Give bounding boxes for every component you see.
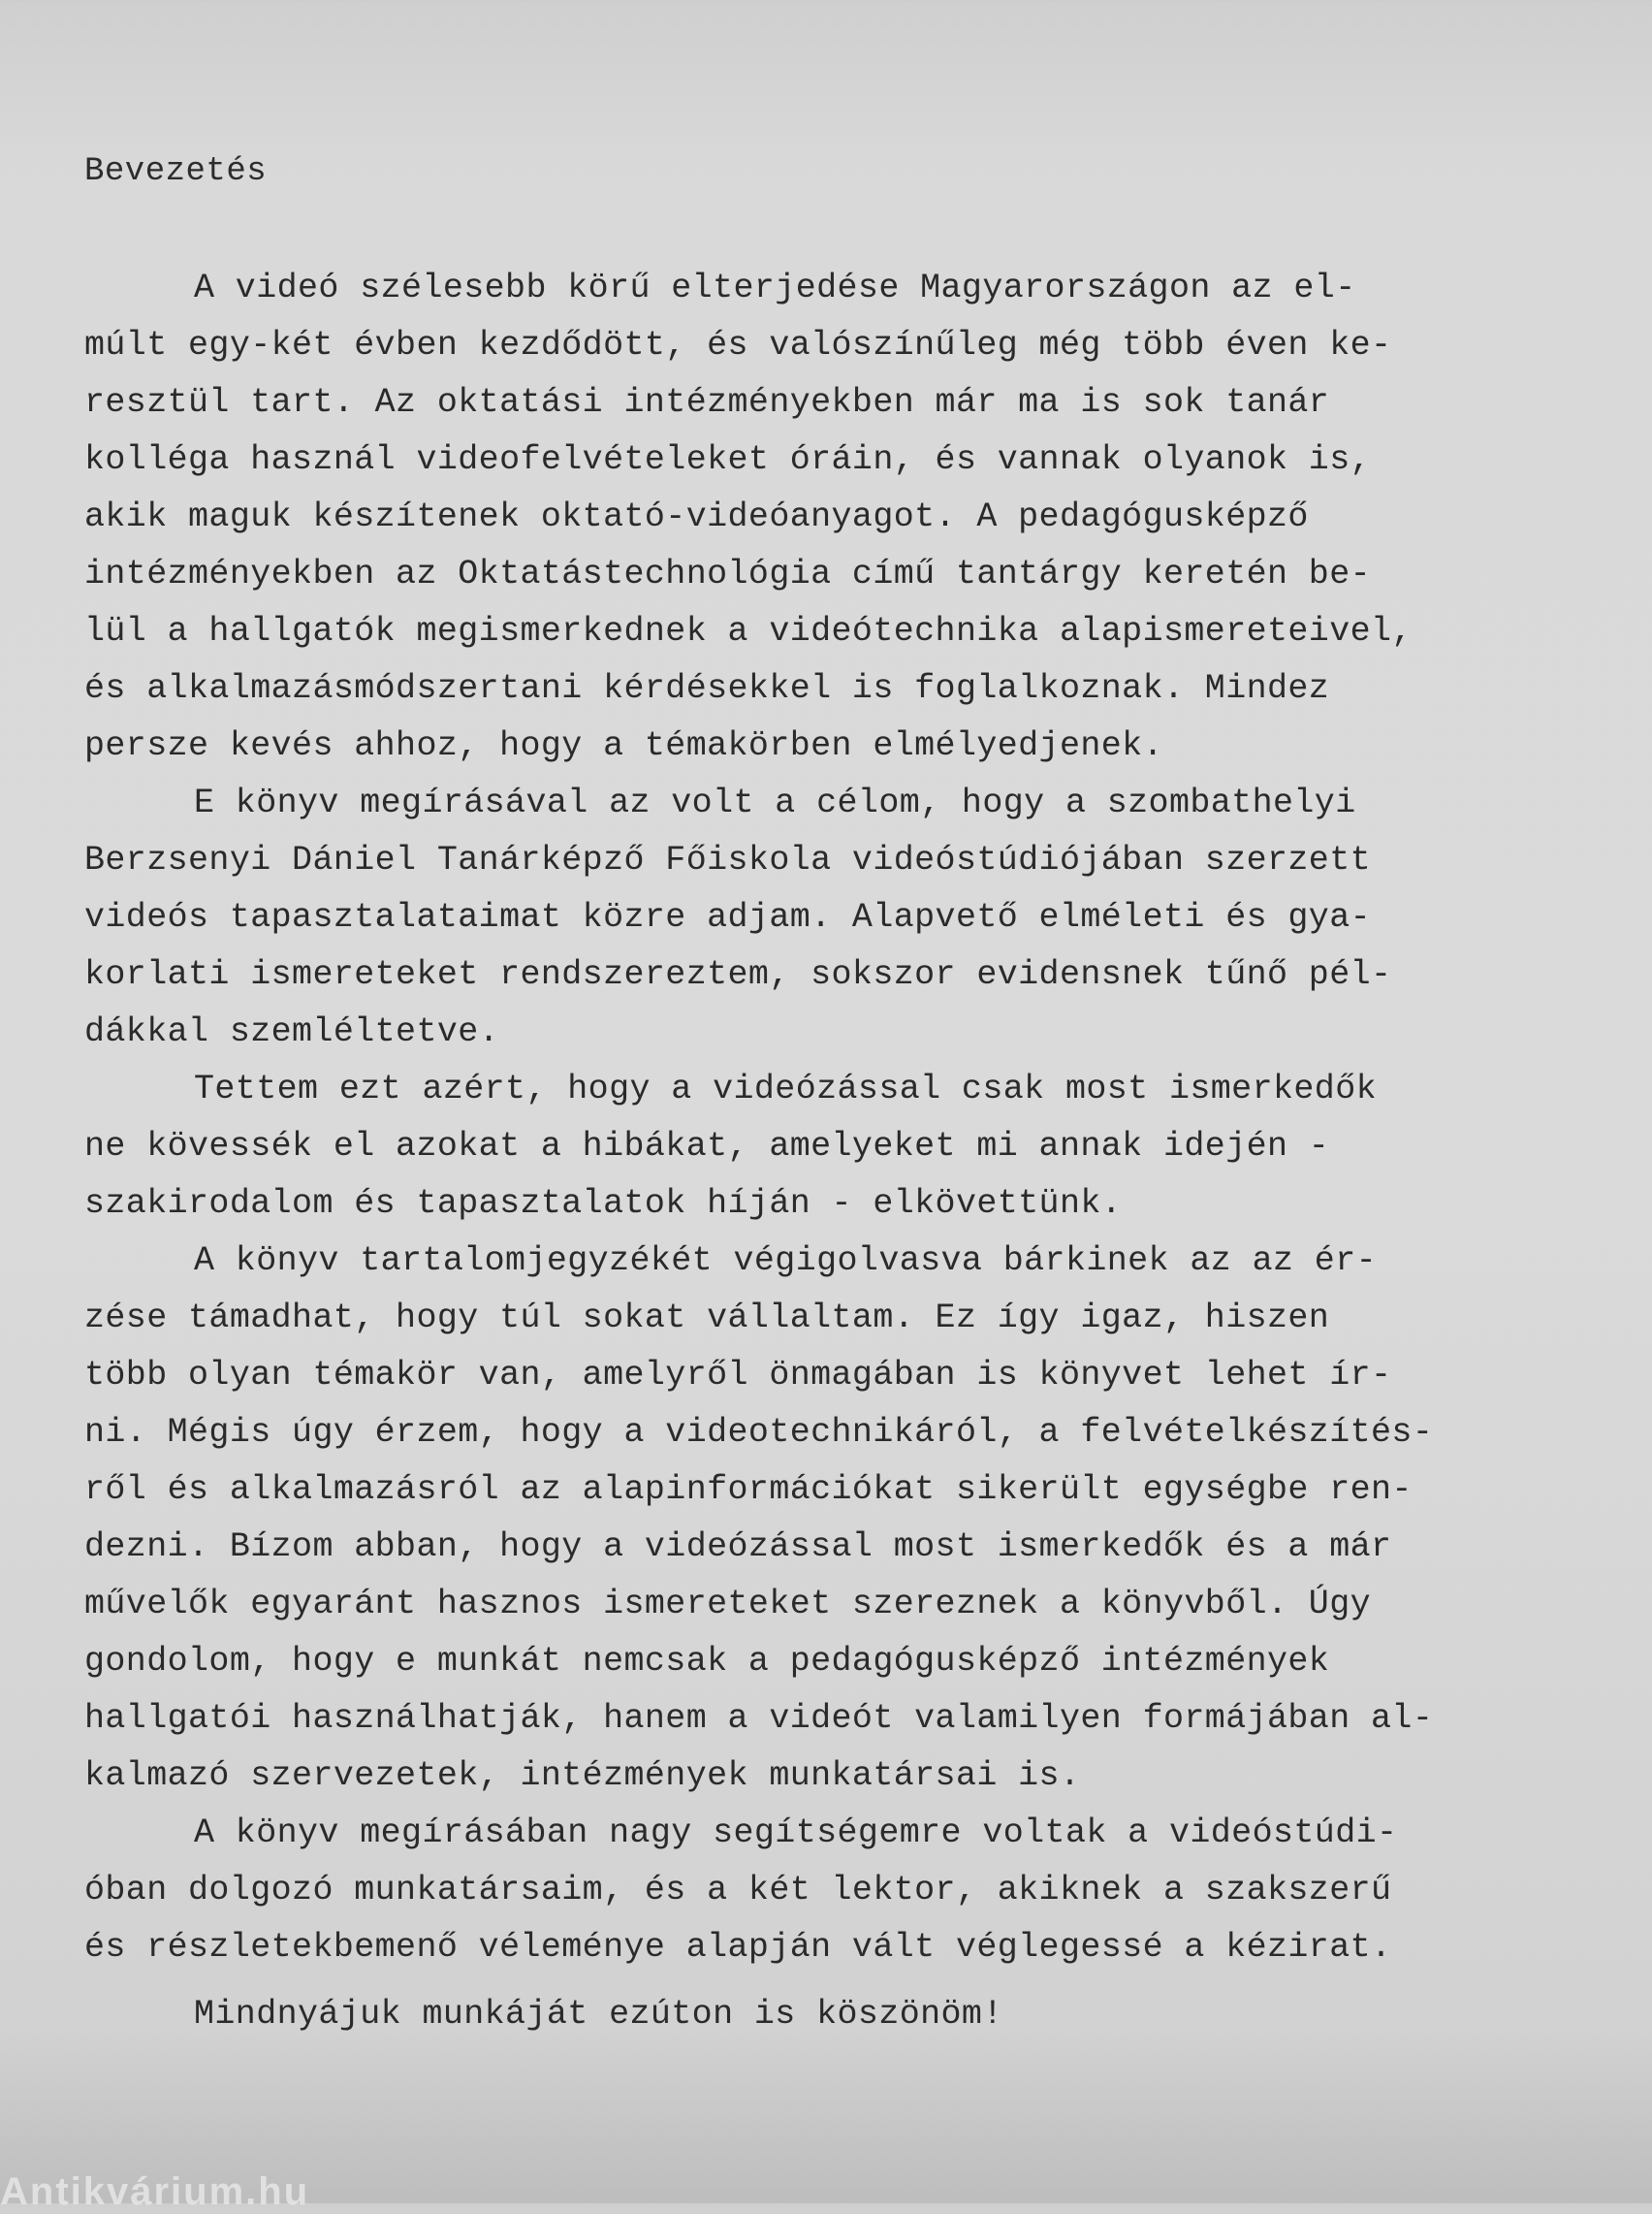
text-line: dákkal szemléltetve. [84,1012,500,1051]
text-line: korlati ismereteket rendszereztem, sokszor evidensnek tűnő pél- [84,955,1392,994]
watermark: Antikvárium.hu [0,2170,310,2213]
text-line: gondolom, hogy e munkát nemcsak a pedagógusképző intézmények [84,1642,1330,1681]
text-line: ről és alkalmazásról az alapinformációkat sikerült egységbe ren- [84,1470,1413,1509]
text-line: múlt egy-két évben kezdődött, és valószínűleg még több éven ke- [84,326,1392,365]
text-line: Tettem ezt azért, hogy a videózással csak most ismerkedők [194,1070,1377,1108]
text-line: szakirodalom és tapasztalatok híján - elkövettünk. [84,1184,1123,1223]
text-line: óban dolgozó munkatársaim, és a két lektor, akiknek a szakszerű [84,1871,1392,1909]
text-line: E könyv megírásával az volt a célom, hogy a szombathelyi [194,784,1356,822]
text-line: és alkalmazásmódszertani kérdésekkel is foglalkoznak. Mindez [84,669,1330,708]
text-line: lül a hallgatók megismerkednek a videótechnika alapismereteivel, [84,612,1413,651]
text-line: ni. Mégis úgy érzem, hogy a videotechnikáról, a felvételkészítés- [84,1413,1434,1452]
text-line: kalmazó szervezetek, intézmények munkatársai is. [84,1756,1081,1795]
text-line: dezni. Bízom abban, hogy a videózással most ismerkedők és a már [84,1527,1392,1566]
text-line: A könyv megírásában nagy segítségemre voltak a videóstúdi- [194,1813,1398,1852]
text-line: ne kövessék el azokat a hibákat, amelyeket mi annak idején - [84,1127,1330,1166]
text-line: Mindnyájuk munkáját ezúton is köszönöm! [194,1995,1003,2034]
text-line: intézményekben az Oktatástechnológia című tantárgy keretén be- [84,555,1372,594]
text-line: A videó szélesebb körű elterjedése Magyarországon az el- [194,269,1356,307]
section-heading: Bevezetés [84,153,268,190]
text-line: és részletekbemenő véleménye alapján vált véglegessé a kézirat. [84,1928,1392,1967]
text-line: művelők egyaránt hasznos ismereteket szereznek a könyvből. Úgy [84,1585,1372,1623]
text-line: hallgatói használhatják, hanem a videót valamilyen formájában al- [84,1699,1434,1738]
text-line: több olyan témakör van, amelyről önmagában is könyvet lehet ír- [84,1356,1392,1395]
text-line: akik maguk készítenek oktató-videóanyagot. A pedagógusképző [84,497,1309,536]
body-text [84,260,1597,2043]
text-line: videós tapasztalataimat közre adjam. Alapvető elméleti és gya- [84,898,1372,937]
text-line: A könyv tartalomjegyzékét végigolvasva bárkinek az az ér- [194,1241,1377,1280]
text-line: zése támadhat, hogy túl sokat vállaltam. Ez így igaz, hiszen [84,1299,1330,1337]
text-line: kolléga használ videofelvételeket óráin, és vannak olyanok is, [84,440,1372,479]
text-line: persze kevés ahhoz, hogy a témakörben elmélyedjenek. [84,726,1163,765]
text-line: resztül tart. Az oktatási intézményekben már ma is sok tanár [84,383,1330,422]
text-line: Berzsenyi Dániel Tanárképző Főiskola videóstúdiójában szerzett [84,841,1372,880]
